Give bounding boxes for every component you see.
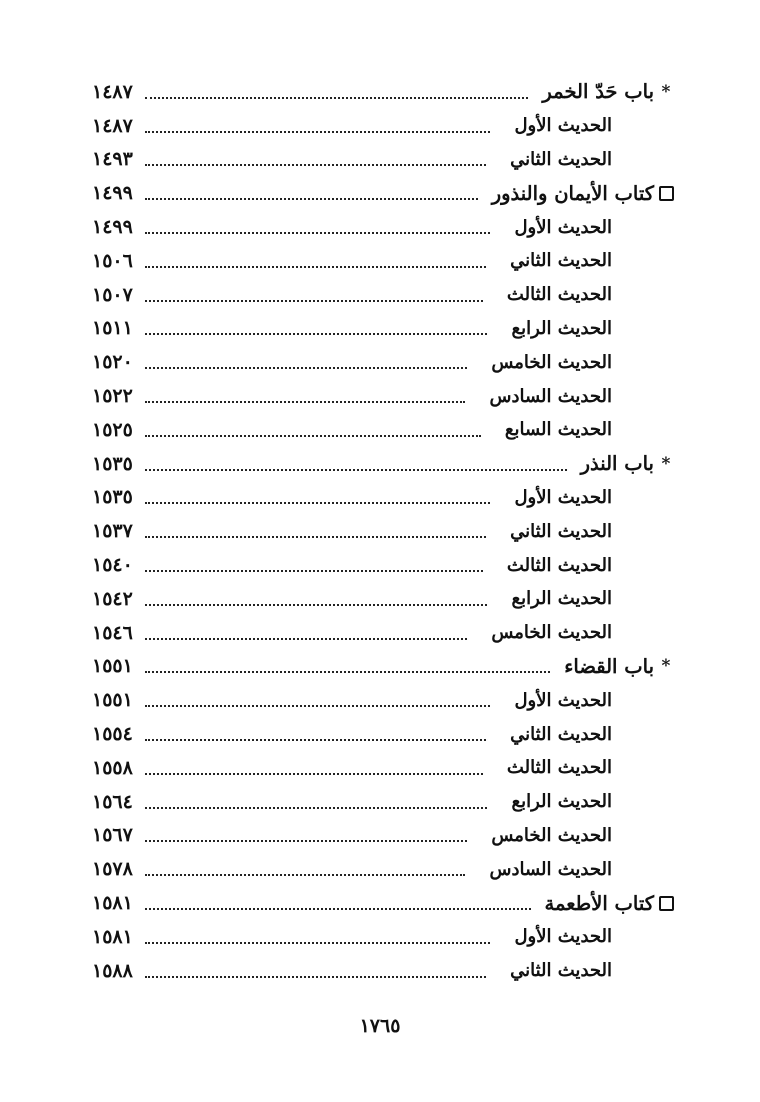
dot-leader bbox=[145, 469, 567, 471]
dot-leader bbox=[145, 840, 467, 842]
toc-entry-page: ١٥٠٦ bbox=[92, 249, 133, 272]
asterisk-bullet-icon: * bbox=[661, 81, 671, 102]
toc-entry-hadith bbox=[92, 717, 674, 751]
toc-entry-page: ١٥٥١ bbox=[92, 655, 133, 678]
toc-entry-title: الحديث الأول bbox=[514, 486, 612, 508]
toc-entry-page: ١٥٣٧ bbox=[92, 520, 133, 543]
toc-entry-title: الحديث الرابع bbox=[511, 588, 612, 610]
toc-entry-hadith bbox=[92, 413, 674, 447]
toc-entry-kitab bbox=[92, 176, 674, 210]
toc-entry-title: الحديث الخامس bbox=[491, 824, 612, 846]
toc-entry-bab bbox=[92, 650, 674, 684]
table-of-contents bbox=[92, 75, 674, 988]
toc-entry-title: الحديث الرابع bbox=[511, 791, 612, 813]
toc-entry-page: ١٥٥٨ bbox=[92, 756, 133, 779]
dot-leader bbox=[145, 164, 486, 166]
toc-entry-hadith bbox=[92, 582, 674, 616]
dot-leader bbox=[145, 604, 488, 606]
toc-entry-title: كتاب الأطعمة bbox=[544, 891, 654, 915]
dot-leader bbox=[145, 266, 486, 268]
toc-entry-page: ١٥٧٨ bbox=[92, 858, 133, 881]
toc-entry-page: ١٥٤٠ bbox=[92, 554, 133, 577]
square-bullet-icon bbox=[659, 896, 674, 911]
toc-entry-title: الحديث الثالث bbox=[506, 757, 612, 779]
toc-entry-hadith bbox=[92, 954, 674, 988]
toc-entry-title: كتاب الأيمان والنذور bbox=[491, 181, 654, 205]
toc-entry-hadith bbox=[92, 278, 674, 312]
toc-entry-title: الحديث الأول bbox=[514, 926, 612, 948]
toc-entry-page: ١٥٦٤ bbox=[92, 790, 133, 813]
dot-leader bbox=[145, 198, 478, 200]
dot-leader bbox=[145, 638, 467, 640]
dot-leader bbox=[145, 874, 466, 876]
toc-entry-title: الحديث الخامس bbox=[491, 351, 612, 373]
toc-entry-page: ١٥٥١ bbox=[92, 689, 133, 712]
toc-entry-hadith bbox=[92, 481, 674, 515]
toc-entry-page: ١٥٣٥ bbox=[92, 452, 133, 475]
toc-entry-page: ١٤٩٣ bbox=[92, 148, 133, 171]
toc-entry-hadith bbox=[92, 852, 674, 886]
toc-entry-bab bbox=[92, 447, 674, 481]
toc-entry-hadith bbox=[92, 312, 674, 346]
square-bullet-icon bbox=[659, 186, 674, 201]
dot-leader bbox=[145, 908, 531, 910]
page-number: ١٧٦٥ bbox=[359, 1015, 401, 1037]
toc-entry-hadith bbox=[92, 683, 674, 717]
dot-leader bbox=[145, 536, 486, 538]
toc-entry-bab bbox=[92, 75, 674, 109]
toc-entry-hadith bbox=[92, 143, 674, 177]
toc-entry-page: ١٥٢٢ bbox=[92, 385, 133, 408]
asterisk-bullet-icon: * bbox=[661, 656, 671, 677]
toc-entry-title: باب النذر bbox=[580, 452, 654, 476]
toc-entry-page: ١٥٣٥ bbox=[92, 486, 133, 509]
dot-leader bbox=[145, 300, 483, 302]
dot-leader bbox=[145, 401, 466, 403]
toc-entry-hadith bbox=[92, 751, 674, 785]
toc-entry-title: باب حَدّ الخمر bbox=[542, 80, 654, 104]
asterisk-bullet-icon: * bbox=[661, 453, 671, 474]
toc-entry-hadith bbox=[92, 109, 674, 143]
toc-entry-page: ١٥٥٤ bbox=[92, 723, 133, 746]
toc-entry-title: الحديث الثالث bbox=[506, 284, 612, 306]
toc-entry-hadith bbox=[92, 785, 674, 819]
toc-entry-hadith bbox=[92, 244, 674, 278]
toc-entry-title: الحديث الرابع bbox=[511, 317, 612, 339]
toc-entry-title: الحديث الثاني bbox=[510, 723, 612, 745]
toc-entry-title: الحديث السادس bbox=[489, 858, 612, 880]
dot-leader bbox=[145, 97, 529, 99]
toc-entry-page: ١٤٩٩ bbox=[92, 216, 133, 239]
toc-entry-title: الحديث الأول bbox=[514, 115, 612, 137]
dot-leader bbox=[145, 942, 491, 944]
dot-leader bbox=[145, 435, 481, 437]
toc-entry-title: الحديث السابع bbox=[504, 419, 612, 441]
toc-entry-kitab bbox=[92, 886, 674, 920]
toc-entry-page: ١٥٤٦ bbox=[92, 621, 133, 644]
toc-entry-hadith bbox=[92, 819, 674, 853]
toc-entry-title: الحديث الثاني bbox=[510, 520, 612, 542]
toc-entry-hadith bbox=[92, 920, 674, 954]
toc-entry-title: الحديث الأول bbox=[514, 689, 612, 711]
toc-entry-title: الحديث السادس bbox=[489, 385, 612, 407]
dot-leader bbox=[145, 671, 550, 673]
toc-entry-hadith bbox=[92, 616, 674, 650]
toc-entry-title: الحديث الثاني bbox=[510, 250, 612, 272]
toc-entry-page: ١٥٨١ bbox=[92, 925, 133, 948]
toc-entry-title: الحديث الخامس bbox=[491, 622, 612, 644]
toc-entry-title: الحديث الثاني bbox=[510, 960, 612, 982]
toc-entry-title: الحديث الأول bbox=[514, 216, 612, 238]
toc-entry-page: ١٤٨٧ bbox=[92, 80, 133, 103]
dot-leader bbox=[145, 705, 491, 707]
dot-leader bbox=[145, 739, 486, 741]
toc-entry-hadith bbox=[92, 210, 674, 244]
toc-entry-hadith bbox=[92, 514, 674, 548]
dot-leader bbox=[145, 333, 488, 335]
dot-leader bbox=[145, 232, 491, 234]
dot-leader bbox=[145, 807, 488, 809]
toc-entry-page: ١٥٦٧ bbox=[92, 824, 133, 847]
dot-leader bbox=[145, 570, 483, 572]
toc-entry-hadith bbox=[92, 379, 674, 413]
toc-entry-page: ١٤٩٩ bbox=[92, 182, 133, 205]
toc-entry-page: ١٥٨١ bbox=[92, 892, 133, 915]
toc-entry-page: ١٥٢٠ bbox=[92, 351, 133, 374]
toc-entry-title: الحديث الثالث bbox=[506, 554, 612, 576]
toc-entry-page: ١٤٨٧ bbox=[92, 114, 133, 137]
toc-entry-page: ١٥٤٢ bbox=[92, 587, 133, 610]
dot-leader bbox=[145, 502, 491, 504]
toc-entry-title: الحديث الثاني bbox=[510, 148, 612, 170]
toc-entry-hadith bbox=[92, 548, 674, 582]
toc-entry-page: ١٥٠٧ bbox=[92, 283, 133, 306]
dot-leader bbox=[145, 367, 467, 369]
dot-leader bbox=[145, 131, 491, 133]
dot-leader bbox=[145, 773, 483, 775]
toc-entry-page: ١٥١١ bbox=[92, 317, 133, 340]
toc-entry-page: ١٥٢٥ bbox=[92, 418, 133, 441]
toc-entry-hadith bbox=[92, 345, 674, 379]
toc-entry-page: ١٥٨٨ bbox=[92, 959, 133, 982]
toc-entry-title: باب القضاء bbox=[564, 654, 654, 678]
dot-leader bbox=[145, 976, 486, 978]
